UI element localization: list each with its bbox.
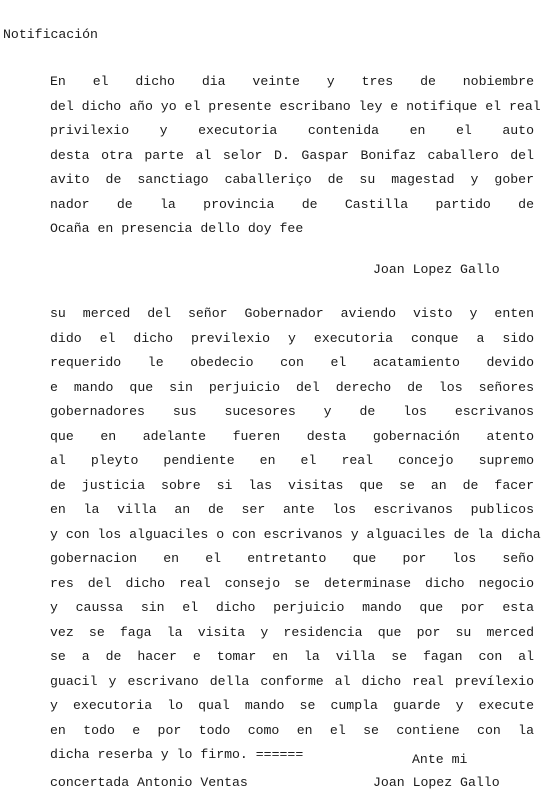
document-title: Notificación [3, 27, 98, 42]
text-line: vez se faga la visita y residencia que por su merced [50, 624, 534, 640]
ante-mi-label: Ante mi [412, 752, 468, 767]
text-line: requerido le obedecio con el acatamiento devido [50, 355, 534, 370]
text-line: al pleyto pendiente en el real concejo supremo [50, 453, 534, 468]
text-line: en la villa an de ser ante los escrivanos publicos [50, 502, 534, 517]
signature-footer: Joan Lopez Gallo [373, 775, 500, 790]
text-line: en todo e por todo como en el se contiene con la [50, 722, 534, 738]
text-line: nador de la provincia de Castilla partido de [50, 196, 534, 212]
text-line: se a de hacer e tomar en la villa se fagan con al [50, 649, 534, 664]
text-line: res del dicho real consejo se determinase dicho negocio [50, 575, 534, 591]
text-line: dicha reserba y lo firmo. ====== [50, 747, 304, 762]
text-line: e mando que sin perjuicio del derecho de los señores [50, 379, 534, 395]
text-line: que en adelante fueren desta gobernación atento [50, 428, 534, 444]
text-line: de justicia sobre si las visitas que se an de facer [50, 477, 534, 493]
text-line: del dicho año yo el presente escribano ley e notifique el real [50, 98, 541, 114]
collation-note: concertada Antonio Ventas [50, 775, 248, 790]
text-line: desta otra parte al selor D. Gaspar Bonifaz caballero del [50, 147, 534, 163]
text-line: y con los alguaciles o con escrivanos y alguaciles de la dicha [50, 526, 541, 542]
text-line: y executoria lo qual mando se cumpla guarde y execute [50, 698, 534, 713]
signature-notary: Joan Lopez Gallo [373, 262, 500, 277]
text-line: guacil y escrivano della conforme al dicho real prevílexio [50, 673, 534, 689]
text-line: gobernadores sus sucesores y de los escrivanos [50, 404, 534, 419]
governor-response-paragraph [50, 306, 541, 772]
text-line: Ocaña en presencia dello doy fee [50, 221, 304, 236]
text-line: gobernacion en el entretanto que por los seño [50, 551, 534, 566]
text-line: En el dicho dia veinte y tres de nobiembre [50, 74, 534, 89]
text-line: privilexio y executoria contenida en el auto [50, 123, 534, 138]
notification-paragraph [50, 74, 541, 246]
text-line: y caussa sin el dicho perjuicio mando que por esta [50, 600, 534, 615]
text-line: dido el dicho previlexio y executoria conque a sido [50, 330, 534, 346]
text-line: avito de sanctiago caballeriço de su magestad y gober [50, 172, 534, 187]
text-line: su merced del señor Gobernador aviendo visto y enten [50, 306, 534, 321]
